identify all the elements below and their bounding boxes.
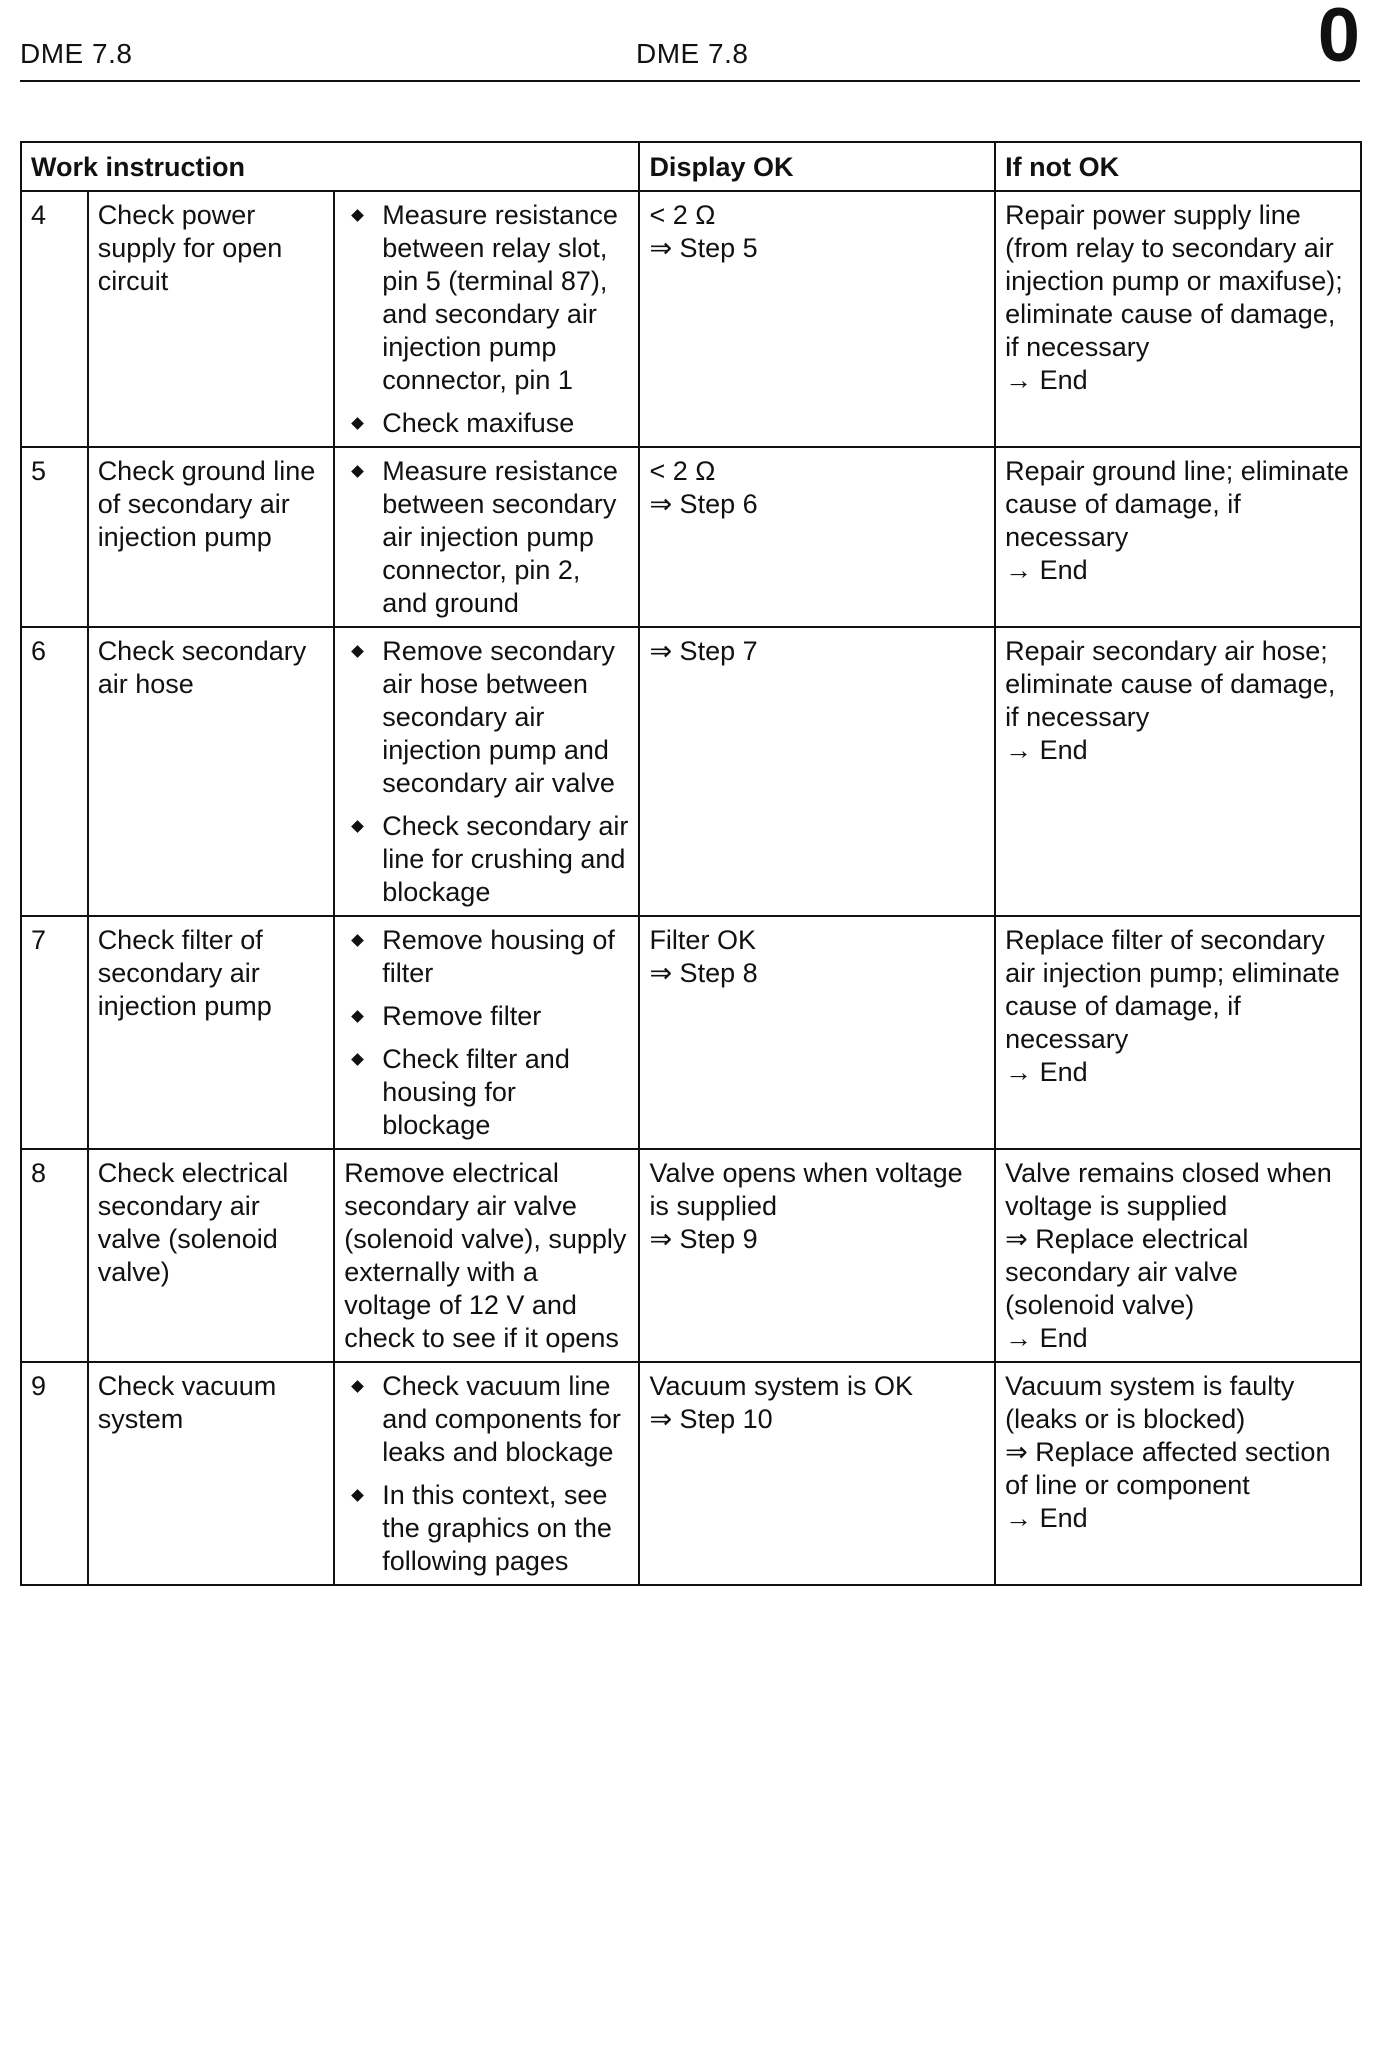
page-header: [20, 0, 1360, 82]
ok-next-step: ⇒ Step 6: [649, 489, 758, 519]
not-ok-cell: [995, 916, 1361, 1149]
header-display-ok: Display OK: [639, 142, 995, 191]
not-ok-end: → End: [1005, 1503, 1088, 1533]
header-work-instruction: Work instruction: [21, 142, 639, 191]
not-ok-action: Replace filter of secondary air injection pump; eliminate cause of damage, if necessary: [1005, 925, 1340, 1054]
procedure-item: In this context, see the graphics on the following pages: [344, 1479, 630, 1578]
procedure-item: Remove secondary air hose between secondary air injection pump and secondary air valve: [344, 635, 630, 800]
procedure-list: [344, 924, 630, 1142]
step-task: Check power supply for open circuit: [88, 191, 335, 447]
ok-next-step: ⇒ Step 8: [649, 958, 758, 988]
procedure-list: [344, 199, 630, 440]
procedure-list: [344, 635, 630, 909]
bullet-diamond-icon: [351, 820, 364, 833]
table-row: [21, 1149, 1361, 1362]
not-ok-action: ⇒ Replace electrical secondary air valve (solenoid valve): [1005, 1224, 1249, 1320]
table-row: [21, 447, 1361, 627]
step-task: Check secondary air hose: [88, 627, 335, 916]
step-procedure: Remove electrical secondary air valve (solenoid valve), supply externally with a voltage of 12 V and check to see if it opens: [334, 1149, 639, 1362]
bullet-diamond-icon: [351, 1489, 364, 1502]
not-ok-cell: [995, 1149, 1361, 1362]
bullet-diamond-icon: [351, 465, 364, 478]
ok-next-step: ⇒ Step 10: [649, 1404, 773, 1434]
step-number: 5: [21, 447, 88, 627]
display-ok-cell: [639, 447, 995, 627]
not-ok-action: Repair power supply line (from relay to secondary air injection pump or maxifuse); eliminate cause of damage, if necessary: [1005, 200, 1343, 362]
table-row: [21, 1362, 1361, 1585]
ok-value: Valve opens when voltage is supplied: [649, 1158, 963, 1221]
step-task: Check vacuum system: [88, 1362, 335, 1585]
procedure-item: Check secondary air line for crushing and blockage: [344, 810, 630, 909]
procedure-item: Remove filter: [344, 1000, 630, 1033]
ok-value: Filter OK: [649, 925, 756, 955]
step-number: 6: [21, 627, 88, 916]
ok-next-step: ⇒ Step 7: [649, 636, 758, 666]
display-ok-cell: [639, 1149, 995, 1362]
work-instruction-table: [20, 141, 1362, 1586]
table-row: [21, 191, 1361, 447]
display-ok-cell: [639, 916, 995, 1149]
step-procedure: [334, 916, 639, 1149]
not-ok-end: → End: [1005, 1323, 1088, 1353]
bullet-diamond-icon: [351, 645, 364, 658]
bullet-diamond-icon: [351, 1053, 364, 1066]
ok-value: < 2 Ω: [649, 200, 716, 230]
step-task: Check electrical secondary air valve (solenoid valve): [88, 1149, 335, 1362]
ok-next-step: ⇒ Step 5: [649, 233, 758, 263]
step-task: Check ground line of secondary air injection pump: [88, 447, 335, 627]
not-ok-action: Repair secondary air hose; eliminate cause of damage, if necessary: [1005, 636, 1336, 732]
not-ok-cell: [995, 191, 1361, 447]
display-ok-cell: [639, 1362, 995, 1585]
table-header-row: [21, 142, 1361, 191]
ok-next-step: ⇒ Step 9: [649, 1224, 758, 1254]
procedure-item: Check maxifuse: [344, 407, 630, 440]
page-section-marker: 0: [1317, 0, 1360, 78]
not-ok-cell: [995, 627, 1361, 916]
table-row: [21, 627, 1361, 916]
not-ok-condition: Vacuum system is faulty (leaks or is blocked): [1005, 1371, 1295, 1434]
table-row: [21, 916, 1361, 1149]
step-procedure: [334, 191, 639, 447]
bullet-diamond-icon: [351, 209, 364, 222]
display-ok-cell: [639, 627, 995, 916]
step-procedure: [334, 1362, 639, 1585]
step-number: 8: [21, 1149, 88, 1362]
not-ok-cell: [995, 447, 1361, 627]
bullet-diamond-icon: [351, 417, 364, 430]
display-ok-cell: [639, 191, 995, 447]
header-if-not-ok: If not OK: [995, 142, 1361, 191]
not-ok-action: ⇒ Replace affected section of line or component: [1005, 1437, 1331, 1500]
step-number: 9: [21, 1362, 88, 1585]
not-ok-end: → End: [1005, 555, 1088, 585]
not-ok-end: → End: [1005, 1057, 1088, 1087]
step-procedure: [334, 447, 639, 627]
bullet-diamond-icon: [351, 934, 364, 947]
step-procedure: [334, 627, 639, 916]
procedure-list: [344, 1370, 630, 1578]
procedure-item: Remove housing of filter: [344, 924, 630, 990]
procedure-item: Measure resistance between secondary air injection pump connector, pin 2, and ground: [344, 455, 630, 620]
not-ok-action: Repair ground line; eliminate cause of damage, if necessary: [1005, 456, 1349, 552]
not-ok-end: → End: [1005, 735, 1088, 765]
step-number: 4: [21, 191, 88, 447]
bullet-diamond-icon: [351, 1380, 364, 1393]
not-ok-condition: Valve remains closed when voltage is supplied: [1005, 1158, 1332, 1221]
ok-value: < 2 Ω: [649, 456, 716, 486]
not-ok-end: → End: [1005, 365, 1088, 395]
step-number: 7: [21, 916, 88, 1149]
not-ok-cell: [995, 1362, 1361, 1585]
procedure-item: Measure resistance between relay slot, pin 5 (terminal 87), and secondary air injection pump connector, pin 1: [344, 199, 630, 397]
ok-value: Vacuum system is OK: [649, 1371, 914, 1401]
bullet-diamond-icon: [351, 1010, 364, 1023]
header-center-title: DME 7.8: [636, 38, 749, 69]
procedure-item: Check vacuum line and components for leaks and blockage: [344, 1370, 630, 1469]
procedure-item: Check filter and housing for blockage: [344, 1043, 630, 1142]
header-left-title: DME 7.8: [20, 38, 133, 69]
step-task: Check filter of secondary air injection pump: [88, 916, 335, 1149]
procedure-list: [344, 455, 630, 620]
